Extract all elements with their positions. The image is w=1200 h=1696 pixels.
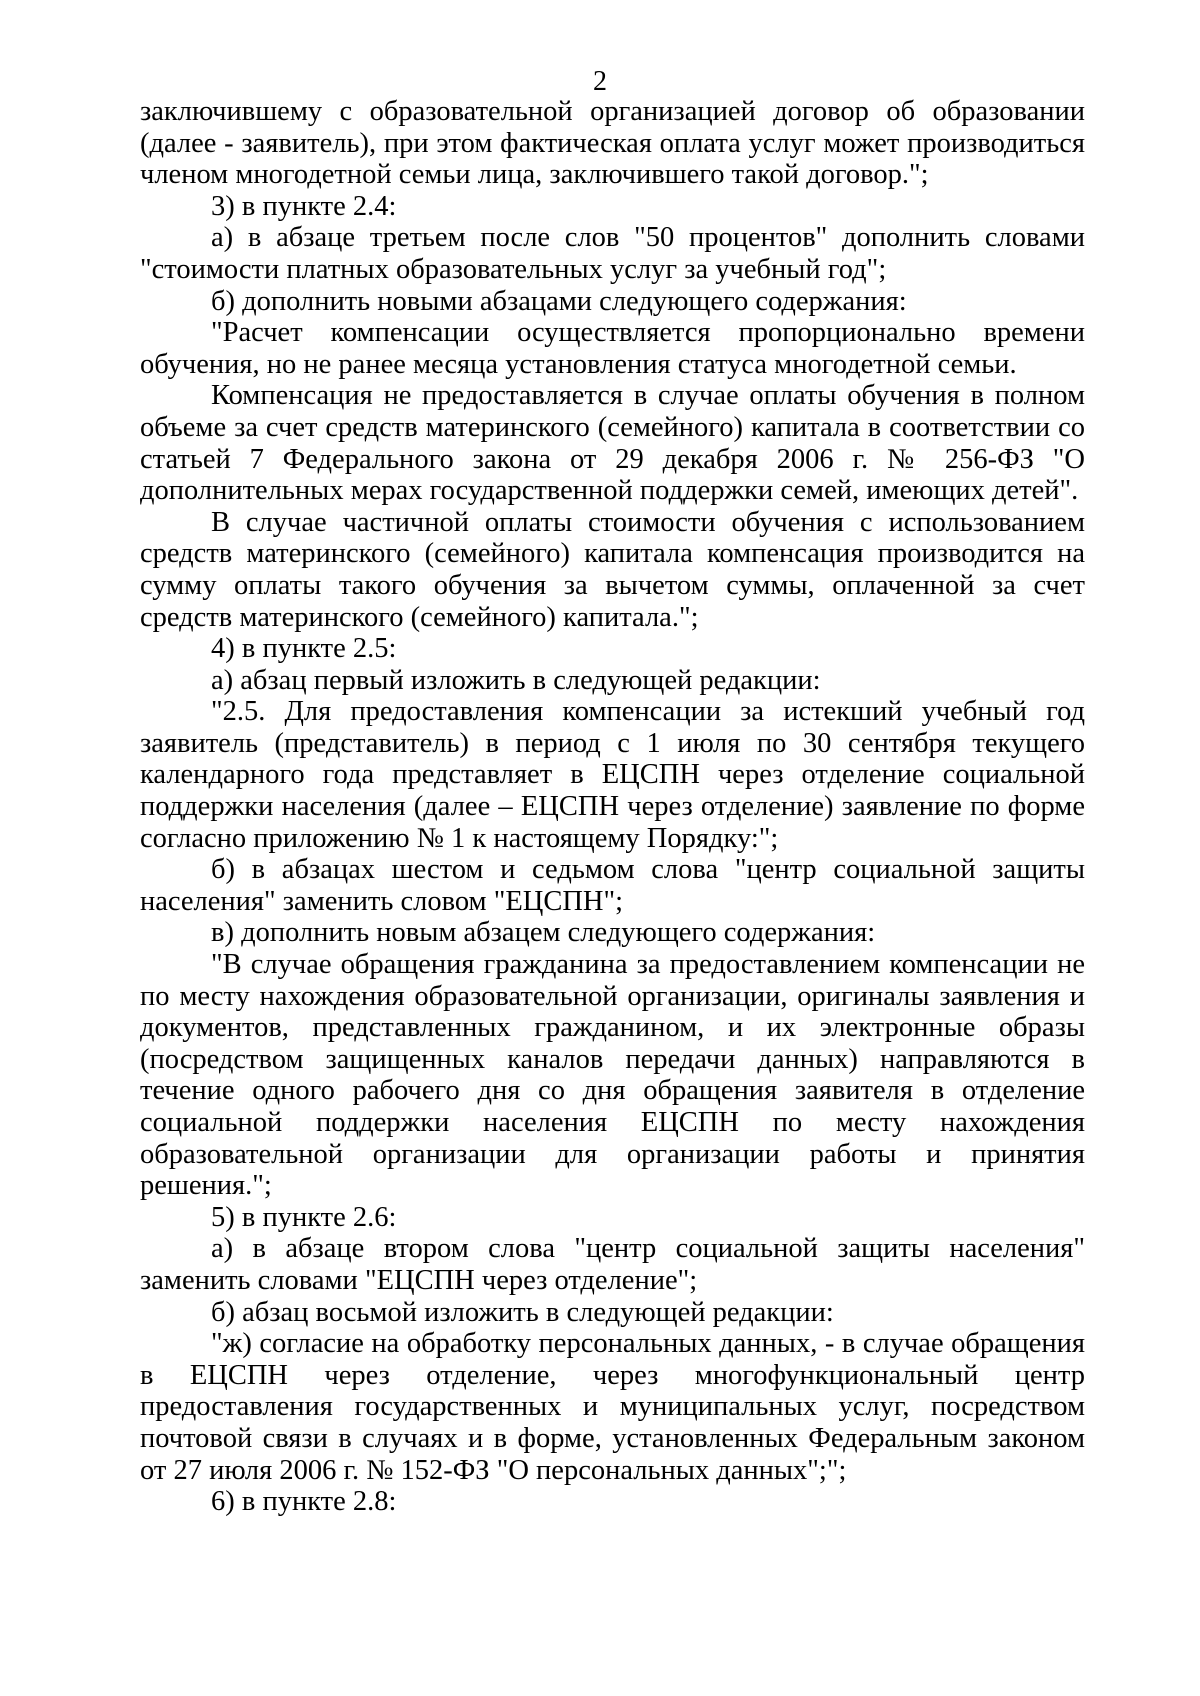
document-body [140,96,1085,1518]
paragraph: б) абзац восьмой изложить в следующей редакции: [211,1296,834,1328]
paragraph: 3) в пункте 2.4: [211,190,397,222]
paragraph: В случае частичной оплаты стоимости обучения с использованием средств материнского (семейного) капитала компенсация производится на сумму оплаты такого обучения за вычетом суммы, оплаченной за счет средств материнского (семейного) капитала."; [140,506,1085,633]
paragraph: а) в абзаце третьем после слов "50 процентов" дополнить словами "стоимости платных образовательных услуг за учебный год"; [140,222,1085,285]
paragraph: "В случае обращения гражданина за предоставлением компенсации не по месту нахождения образовательной организации, оригиналы заявления и документов, представленных гражданином, и их электронные образы (посредством защищенных каналов передачи данных) направляются в течение одного рабочего дня со дня обращения заявителя в отделение социальной поддержки населения ЕЦСПН по месту нахождения образовательной организации для организации работы и принятия решения."; [140,949,1085,1202]
paragraph: 4) в пункте 2.5: [211,633,397,665]
paragraph: "ж) согласие на обработку персональных данных, - в случае обращения в ЕЦСПН через отделение, через многофункциональный центр предоставления государственных и муниципальных услуг, посредством почтовой связи в случаях и в форме, установленных Федеральным законом от 27 июля 2006 г. № 152-ФЗ "О персональных данных";"; [140,1328,1085,1486]
paragraph: "2.5. Для предоставления компенсации за истекший учебный год заявитель (представитель) в период с 1 июля по 30 сентября текущего календарного года представляет в ЕЦСПН через отделение социальной поддержки населения (далее – ЕЦСПН через отделение) заявление по форме согласно приложению № 1 к настоящему Порядку:"; [140,696,1085,854]
paragraph: в) дополнить новым абзацем следующего содержания: [211,917,876,949]
paragraph: а) в абзаце втором слова "центр социальной защиты населения" заменить словами "ЕЦСПН через отделение"; [140,1233,1085,1296]
paragraph: б) в абзацах шестом и седьмом слова "центр социальной защиты населения" заменить словом "ЕЦСПН"; [140,854,1085,917]
paragraph: б) дополнить новыми абзацами следующего содержания: [211,285,907,317]
paragraph: заключившему с образовательной организацией договор об образовании (далее - заявитель), при этом фактическая оплата услуг может производиться членом многодетной семьи лица, заключившего такой договор."; [140,96,1085,191]
paragraph: 5) в пункте 2.6: [211,1201,397,1233]
page-number: 2 [593,66,607,97]
paragraph: а) абзац первый изложить в следующей редакции: [211,664,821,696]
paragraph: "Расчет компенсации осуществляется пропорционально времени обучения, но не ранее месяца установления статуса многодетной семьи. [140,317,1085,380]
paragraph: Компенсация не предоставляется в случае оплаты обучения в полном объеме за счет средств материнского (семейного) капитала в соответствии со статьей 7 Федерального закона от 29 декабря 2006 г. № 256-ФЗ "О дополнительных мерах государственной поддержки семей, имеющих детей". [140,380,1085,507]
paragraph: 6) в пункте 2.8: [211,1486,397,1518]
